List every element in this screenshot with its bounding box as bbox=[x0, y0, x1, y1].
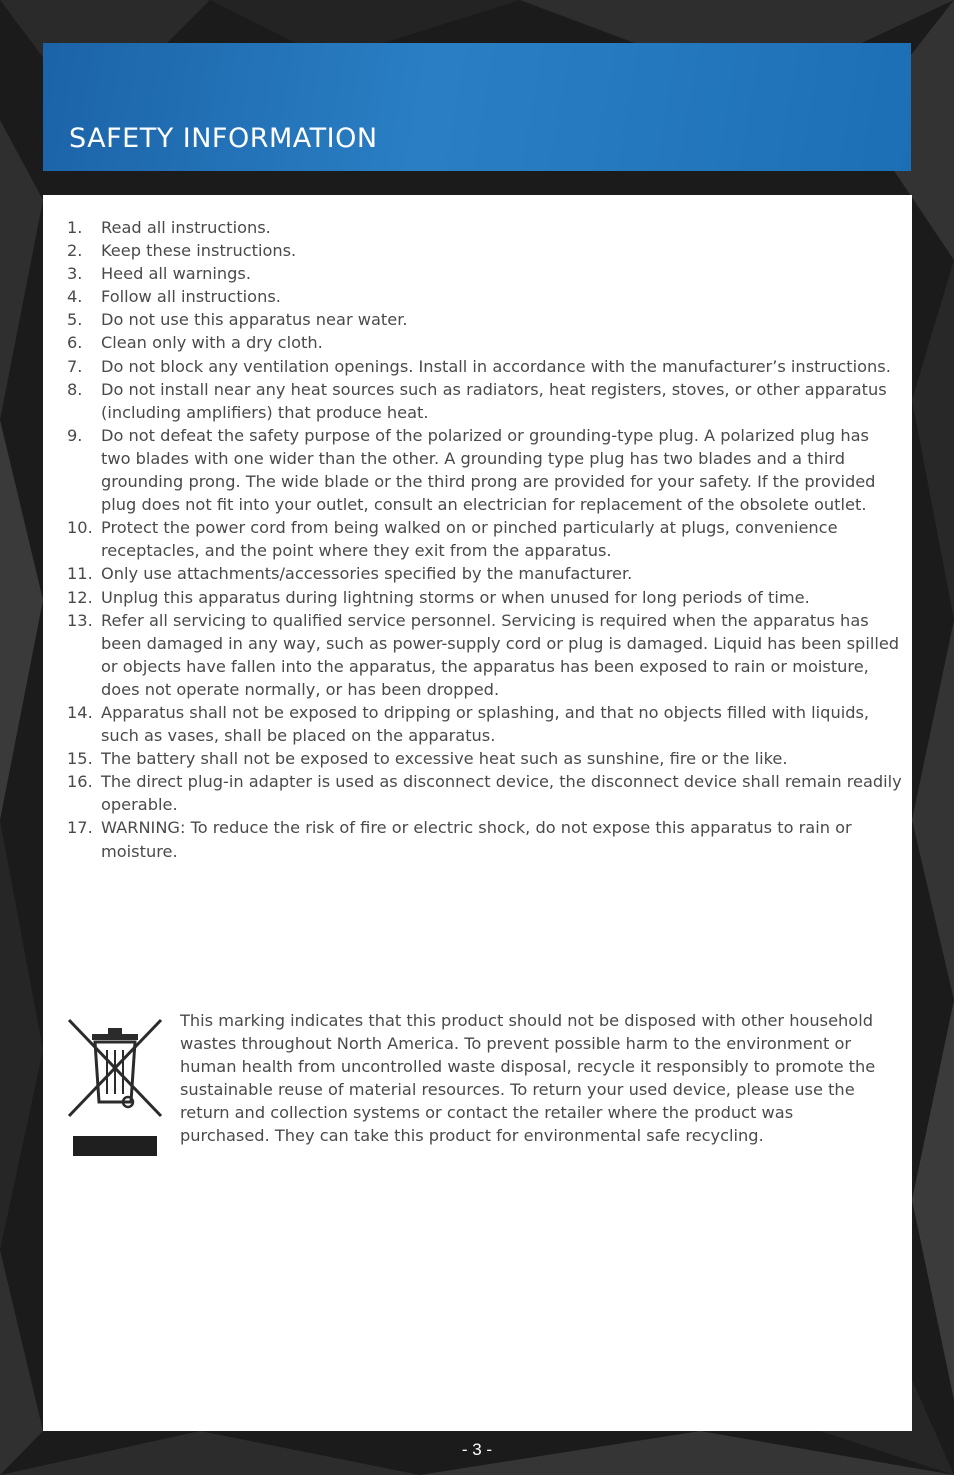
instruction-item bbox=[67, 747, 902, 770]
instruction-number: 4. bbox=[67, 287, 83, 307]
instruction-text: Heed all warnings. bbox=[101, 264, 251, 284]
instruction-item bbox=[67, 378, 902, 424]
instruction-item bbox=[67, 262, 902, 285]
instruction-item bbox=[67, 770, 902, 816]
instruction-text: Keep these instructions. bbox=[101, 241, 297, 261]
instruction-number: 17. bbox=[67, 818, 93, 838]
instruction-item bbox=[67, 516, 902, 562]
instruction-item bbox=[67, 216, 902, 239]
instruction-item bbox=[67, 355, 902, 378]
instruction-number: 13. bbox=[67, 610, 93, 630]
instruction-number: 5. bbox=[67, 310, 83, 330]
instruction-text: Only use attachments/accessories specified by the manufacturer. bbox=[101, 564, 633, 584]
instruction-text: Follow all instructions. bbox=[101, 287, 281, 307]
instruction-item bbox=[67, 424, 902, 516]
instruction-number: 15. bbox=[67, 749, 93, 769]
instruction-item bbox=[67, 586, 902, 609]
instruction-number: 7. bbox=[67, 356, 83, 376]
instruction-text: Do not block any ventilation openings. Install in accordance with the manufacturer’s instructions. bbox=[101, 356, 891, 376]
instruction-number: 12. bbox=[67, 587, 93, 607]
instruction-number: 1. bbox=[67, 218, 83, 237]
instruction-number: 14. bbox=[67, 702, 93, 722]
instruction-item bbox=[67, 609, 902, 701]
instruction-number: 11. bbox=[67, 564, 93, 584]
crossed-out-wheelie-bin-icon bbox=[65, 1016, 165, 1158]
instruction-text: Do not install near any heat sources such as radiators, heat registers, stoves, or other apparatus (including amplifiers) that produce heat. bbox=[101, 379, 887, 422]
instruction-item bbox=[67, 562, 902, 585]
instruction-text: Do not defeat the safety purpose of the polarized or grounding-type plug. A polarized plug has two blades with one wider than the other. A grounding type plug has two blades and a third grounding prong. The wide blade or the third prong are provided for your safety. If the provided plug does not fit into your outlet, consult an electrician for replacement of the obsolete outlet. bbox=[101, 425, 876, 515]
instruction-number: 6. bbox=[67, 333, 83, 353]
instruction-text: Unplug this apparatus during lightning storms or when unused for long periods of time. bbox=[101, 587, 810, 607]
instruction-item bbox=[67, 816, 902, 862]
instruction-item bbox=[67, 308, 902, 331]
instruction-text: The battery shall not be exposed to excessive heat such as sunshine, fire or the like. bbox=[101, 749, 788, 769]
page-title: SAFETY INFORMATION bbox=[69, 123, 378, 154]
page-number: - 3 - bbox=[461, 1440, 493, 1459]
section-header bbox=[43, 43, 911, 171]
instruction-text: Apparatus shall not be exposed to dripping or splashing, and that no objects filled with liquids, such as vases, shall be placed on the apparatus. bbox=[101, 702, 870, 746]
instruction-text: Refer all servicing to qualified service personnel. Servicing is required when the apparatus has been damaged in any way, such as power-supply cord or plug is damaged. Liquid has been spilled or objects have fallen into the apparatus, the apparatus has been exposed to rain or moisture, does not operate normally, or has been dropped. bbox=[101, 610, 900, 699]
recycling-notice: This marking indicates that this product should not be disposed with other household wastes throughout North America. To prevent possible harm to the environment or human health from uncontrolled waste disposal, recycle it responsibly to promote the sustainable reuse of material resources. To return your used device, please use the return and collection systems or contact the retailer where the product was purchased. They can take this product for environmental safe recycling. bbox=[180, 1011, 876, 1146]
instruction-number: 9. bbox=[67, 425, 83, 445]
instruction-number: 10. bbox=[67, 518, 93, 538]
instruction-text: WARNING: To reduce the risk of fire or electric shock, do not expose this apparatus to rain or moisture. bbox=[101, 818, 852, 861]
instruction-item bbox=[67, 701, 902, 747]
instruction-text: Protect the power cord from being walked on or pinched particularly at plugs, convenience receptacles, and the point where they exit from the apparatus. bbox=[101, 518, 838, 561]
instruction-item bbox=[67, 331, 902, 354]
instruction-text: Clean only with a dry cloth. bbox=[101, 333, 323, 353]
instruction-text: The direct plug-in adapter is used as disconnect device, the disconnect device shall remain readily operable. bbox=[101, 772, 902, 815]
instruction-number: 8. bbox=[67, 379, 83, 399]
instruction-text: Read all instructions. bbox=[101, 218, 271, 237]
instruction-number: 2. bbox=[67, 241, 83, 261]
instruction-number: 3. bbox=[67, 264, 83, 284]
instruction-item bbox=[67, 285, 902, 308]
instruction-number: 16. bbox=[67, 772, 93, 792]
content-panel bbox=[43, 195, 912, 1431]
instruction-list bbox=[67, 216, 902, 863]
instruction-text: Do not use this apparatus near water. bbox=[101, 310, 408, 330]
instruction-item bbox=[67, 239, 902, 262]
